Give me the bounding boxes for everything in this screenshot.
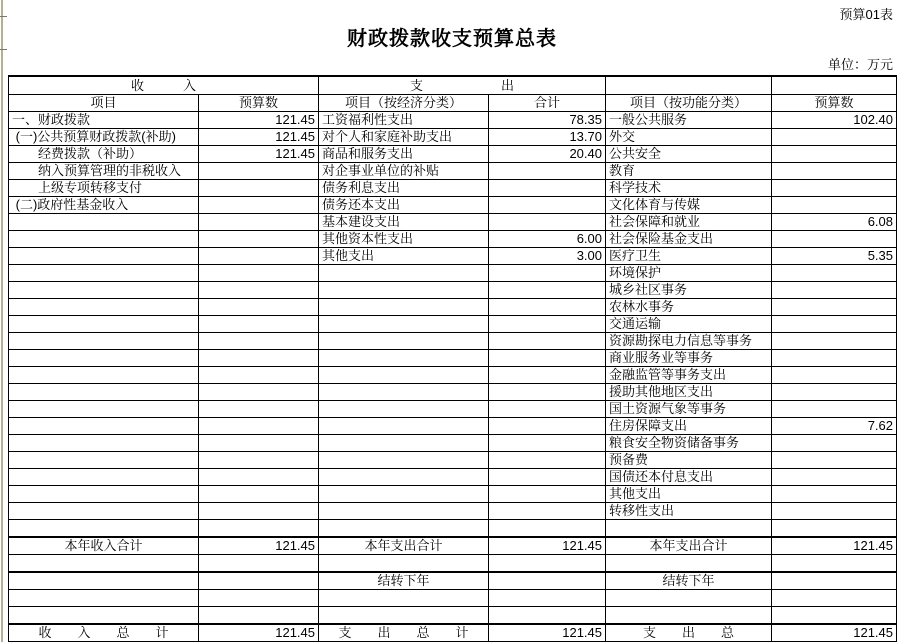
cell[interactable] [9, 248, 199, 265]
table-row [9, 129, 897, 146]
cell[interactable]: 商品和服务支出 [319, 146, 489, 163]
cell[interactable] [319, 384, 489, 401]
cell[interactable] [489, 333, 606, 350]
table-row [9, 316, 897, 333]
cell[interactable]: 本年收入合计 [9, 537, 199, 555]
cell[interactable] [489, 367, 606, 384]
cell[interactable]: 粮食安全物资储备事务 [606, 435, 772, 452]
cell[interactable] [9, 572, 199, 590]
cell[interactable] [489, 401, 606, 418]
cell[interactable] [772, 435, 897, 452]
cell[interactable]: 本年支出合计 [606, 537, 772, 555]
cell[interactable] [199, 282, 319, 299]
budget-table [8, 75, 897, 642]
cell[interactable]: 城乡社区事务 [606, 282, 772, 299]
table-row [9, 163, 897, 180]
form-number: 预算01表 [839, 7, 893, 22]
cell[interactable]: 本年支出合计 [319, 537, 489, 555]
cell[interactable]: 6.00 [489, 231, 606, 248]
cell[interactable]: 教育 [606, 163, 772, 180]
cell[interactable] [772, 129, 897, 146]
sheet-left-edge-line [1, 0, 3, 642]
cell[interactable]: 上级专项转移支付 [9, 180, 199, 197]
table-row [9, 537, 897, 555]
cell[interactable] [489, 316, 606, 333]
empty-header-cell[interactable] [772, 76, 897, 95]
cell[interactable] [489, 180, 606, 197]
table-row [9, 572, 897, 590]
cell[interactable] [772, 572, 897, 590]
cell[interactable]: 121.45 [772, 537, 897, 555]
table-row [9, 624, 897, 642]
column-header-income-budget[interactable]: 预算数 [199, 95, 319, 112]
cell[interactable] [199, 486, 319, 503]
cell[interactable] [489, 214, 606, 231]
cell[interactable] [9, 367, 199, 384]
cell[interactable] [9, 265, 199, 282]
cell[interactable]: 住房保障支出 [606, 418, 772, 435]
cell[interactable] [9, 214, 199, 231]
cell[interactable] [606, 607, 772, 625]
cell[interactable]: 社会保障和就业 [606, 214, 772, 231]
cell[interactable] [199, 401, 319, 418]
expenditure-group-header[interactable]: 支 出 [319, 76, 606, 95]
cell[interactable]: 纳入预算管理的非税收入 [9, 163, 199, 180]
cell[interactable]: 资源勘探电力信息等事务 [606, 333, 772, 350]
cell[interactable] [489, 163, 606, 180]
cell[interactable] [772, 231, 897, 248]
cell[interactable] [319, 282, 489, 299]
cell[interactable] [772, 520, 897, 538]
cell[interactable] [9, 316, 199, 333]
cell[interactable] [199, 607, 319, 625]
table-row [9, 112, 897, 129]
cell[interactable]: 债务还本支出 [319, 197, 489, 214]
column-header-subtotal[interactable]: 合计 [489, 95, 606, 112]
cell[interactable] [9, 231, 199, 248]
cell[interactable]: 121.45 [199, 624, 319, 642]
cell[interactable] [199, 435, 319, 452]
cell[interactable] [319, 469, 489, 486]
cell[interactable] [319, 486, 489, 503]
cell[interactable] [9, 452, 199, 469]
cell[interactable]: (二)政府性基金收入 [9, 197, 199, 214]
page-title: 财政拨款收支预算总表 [347, 28, 557, 50]
cell[interactable] [772, 197, 897, 214]
cell[interactable] [772, 316, 897, 333]
cell[interactable]: 3.00 [489, 248, 606, 265]
cell[interactable] [772, 590, 897, 607]
cell[interactable] [319, 590, 489, 607]
cell[interactable]: (一)公共预算财政拨款(补助) [9, 129, 199, 146]
cell[interactable] [489, 265, 606, 282]
blank-row [9, 555, 897, 573]
cell[interactable] [489, 299, 606, 316]
table-row [9, 248, 897, 265]
cell[interactable]: 转移性支出 [606, 503, 772, 520]
column-header-functional-budget[interactable]: 预算数 [772, 95, 897, 112]
cell[interactable]: 102.40 [772, 112, 897, 129]
cell[interactable] [199, 572, 319, 590]
blank-row [9, 590, 897, 607]
cell[interactable] [772, 555, 897, 573]
cell[interactable]: 支 出 总 计 [319, 624, 489, 642]
cell[interactable]: 121.45 [199, 537, 319, 555]
cell[interactable] [489, 555, 606, 573]
cell[interactable]: 环境保护 [606, 265, 772, 282]
table-row [9, 350, 897, 367]
cell[interactable] [772, 607, 897, 625]
cell[interactable]: 外交 [606, 129, 772, 146]
unit-label: 单位：万元 [827, 57, 893, 72]
cell[interactable] [772, 486, 897, 503]
cell[interactable] [199, 555, 319, 573]
blank-row [9, 520, 897, 538]
cell[interactable] [489, 350, 606, 367]
cell[interactable] [772, 503, 897, 520]
cell[interactable] [319, 452, 489, 469]
column-header-income-item[interactable]: 项目 [9, 95, 199, 112]
table-row [9, 265, 897, 282]
cell[interactable]: 医疗卫生 [606, 248, 772, 265]
cell[interactable]: 商业服务业等事务 [606, 350, 772, 367]
cell[interactable] [319, 367, 489, 384]
cell[interactable]: 金融监管等事务支出 [606, 367, 772, 384]
table-row [9, 180, 897, 197]
cell[interactable] [772, 333, 897, 350]
table-row [9, 197, 897, 214]
cell[interactable] [319, 316, 489, 333]
cell[interactable] [772, 146, 897, 163]
cell[interactable] [199, 469, 319, 486]
table-row [9, 146, 897, 163]
cell[interactable] [772, 163, 897, 180]
cell[interactable] [199, 231, 319, 248]
table-row [9, 486, 897, 503]
cell[interactable] [9, 401, 199, 418]
cell[interactable]: 公共安全 [606, 146, 772, 163]
cell[interactable] [489, 452, 606, 469]
cell[interactable] [9, 350, 199, 367]
cell[interactable] [199, 248, 319, 265]
cell[interactable] [9, 555, 199, 573]
budget-table-body [9, 112, 897, 642]
cell[interactable]: 7.62 [772, 418, 897, 435]
cell[interactable] [9, 418, 199, 435]
cell[interactable] [489, 418, 606, 435]
table-row [9, 384, 897, 401]
cell[interactable]: 交通运输 [606, 316, 772, 333]
cell[interactable] [199, 503, 319, 520]
cell[interactable] [319, 299, 489, 316]
cell[interactable] [199, 265, 319, 282]
column-header-row [9, 95, 897, 112]
cell[interactable]: 收 入 总 计 [9, 624, 199, 642]
cell[interactable] [199, 197, 319, 214]
cell[interactable]: 对企事业单位的补贴 [319, 163, 489, 180]
cell[interactable]: 一般公共服务 [606, 112, 772, 129]
cell[interactable] [772, 282, 897, 299]
empty-header-cell[interactable] [606, 76, 772, 95]
cell[interactable] [199, 452, 319, 469]
cell[interactable] [9, 333, 199, 350]
sheet-edge-tick [0, 16, 7, 17]
cell[interactable] [9, 486, 199, 503]
cell[interactable] [9, 503, 199, 520]
cell[interactable] [772, 469, 897, 486]
cell[interactable] [319, 435, 489, 452]
cell[interactable]: 5.35 [772, 248, 897, 265]
cell[interactable] [9, 590, 199, 607]
cell[interactable] [199, 180, 319, 197]
cell[interactable]: 国债还本付息支出 [606, 469, 772, 486]
table-row [9, 452, 897, 469]
cell[interactable] [9, 299, 199, 316]
cell[interactable]: 121.45 [199, 112, 319, 129]
cell[interactable] [772, 265, 897, 282]
cell[interactable] [9, 607, 199, 625]
cell[interactable] [199, 316, 319, 333]
table-row [9, 214, 897, 231]
cell[interactable]: 基本建设支出 [319, 214, 489, 231]
table-row [9, 299, 897, 316]
cell[interactable]: 经费拨款（补助） [9, 146, 199, 163]
cell[interactable] [199, 163, 319, 180]
cell[interactable]: 78.35 [489, 112, 606, 129]
cell[interactable] [489, 197, 606, 214]
cell[interactable]: 其他资本性支出 [319, 231, 489, 248]
cell[interactable] [199, 333, 319, 350]
cell[interactable] [319, 520, 489, 538]
table-row [9, 418, 897, 435]
cell[interactable] [772, 367, 897, 384]
cell[interactable] [199, 367, 319, 384]
cell[interactable] [199, 350, 319, 367]
cell[interactable]: 一、财政拨款 [9, 112, 199, 129]
cell[interactable]: 121.45 [489, 624, 606, 642]
table-row [9, 503, 897, 520]
cell[interactable] [489, 520, 606, 538]
cell[interactable] [319, 607, 489, 625]
cell[interactable]: 科学技术 [606, 180, 772, 197]
cell[interactable] [772, 350, 897, 367]
cell[interactable] [199, 418, 319, 435]
cell[interactable]: 121.45 [489, 537, 606, 555]
cell[interactable] [489, 607, 606, 625]
cell[interactable] [319, 503, 489, 520]
blank-row [9, 607, 897, 625]
cell[interactable]: 20.40 [489, 146, 606, 163]
cell[interactable]: 工资福利性支出 [319, 112, 489, 129]
cell[interactable] [772, 299, 897, 316]
cell[interactable] [199, 520, 319, 538]
cell[interactable] [9, 469, 199, 486]
cell[interactable] [199, 384, 319, 401]
cell[interactable]: 13.70 [489, 129, 606, 146]
table-row [9, 469, 897, 486]
cell[interactable] [489, 503, 606, 520]
cell[interactable]: 结转下年 [606, 572, 772, 590]
cell[interactable] [772, 452, 897, 469]
cell[interactable] [489, 435, 606, 452]
cell[interactable]: 121.45 [199, 129, 319, 146]
cell[interactable] [772, 401, 897, 418]
sheet-edge-tick [0, 49, 7, 50]
cell[interactable] [319, 350, 489, 367]
cell[interactable]: 121.45 [772, 624, 897, 642]
cell[interactable] [319, 418, 489, 435]
cell[interactable] [489, 469, 606, 486]
cell[interactable] [9, 384, 199, 401]
cell[interactable] [319, 555, 489, 573]
cell[interactable]: 援助其他地区支出 [606, 384, 772, 401]
cell[interactable] [489, 486, 606, 503]
cell[interactable]: 121.45 [199, 146, 319, 163]
cell[interactable] [199, 590, 319, 607]
cell[interactable] [489, 282, 606, 299]
cell[interactable] [489, 572, 606, 590]
group-header-row [9, 76, 897, 95]
cell[interactable]: 6.08 [772, 214, 897, 231]
cell[interactable]: 其他支出 [606, 486, 772, 503]
cell[interactable]: 结转下年 [319, 572, 489, 590]
cell[interactable] [772, 384, 897, 401]
cell[interactable] [606, 520, 772, 538]
table-row [9, 333, 897, 350]
cell[interactable] [606, 555, 772, 573]
cell[interactable] [9, 435, 199, 452]
table-row [9, 231, 897, 248]
cell[interactable]: 支 出 总 [606, 624, 772, 642]
cell[interactable] [199, 299, 319, 316]
table-row [9, 367, 897, 384]
cell[interactable] [199, 214, 319, 231]
cell[interactable]: 其他支出 [319, 248, 489, 265]
cell[interactable]: 文化体育与传媒 [606, 197, 772, 214]
cell[interactable] [489, 384, 606, 401]
cell[interactable] [772, 180, 897, 197]
cell[interactable]: 农林水事务 [606, 299, 772, 316]
table-row [9, 401, 897, 418]
cell[interactable]: 预备费 [606, 452, 772, 469]
cell[interactable]: 对个人和家庭补助支出 [319, 129, 489, 146]
cell[interactable] [319, 401, 489, 418]
cell[interactable]: 国土资源气象等事务 [606, 401, 772, 418]
cell[interactable] [9, 520, 199, 538]
table-row [9, 282, 897, 299]
table-row [9, 435, 897, 452]
cell[interactable]: 社会保险基金支出 [606, 231, 772, 248]
cell[interactable] [319, 265, 489, 282]
cell[interactable] [9, 282, 199, 299]
cell[interactable]: 债务利息支出 [319, 180, 489, 197]
cell[interactable] [489, 590, 606, 607]
column-header-functional-item[interactable]: 项目（按功能分类） [606, 95, 772, 112]
income-group-header[interactable]: 收 入 [9, 76, 319, 95]
cell[interactable] [319, 333, 489, 350]
column-header-economic-item[interactable]: 项目（按经济分类） [319, 95, 489, 112]
cell[interactable] [606, 590, 772, 607]
